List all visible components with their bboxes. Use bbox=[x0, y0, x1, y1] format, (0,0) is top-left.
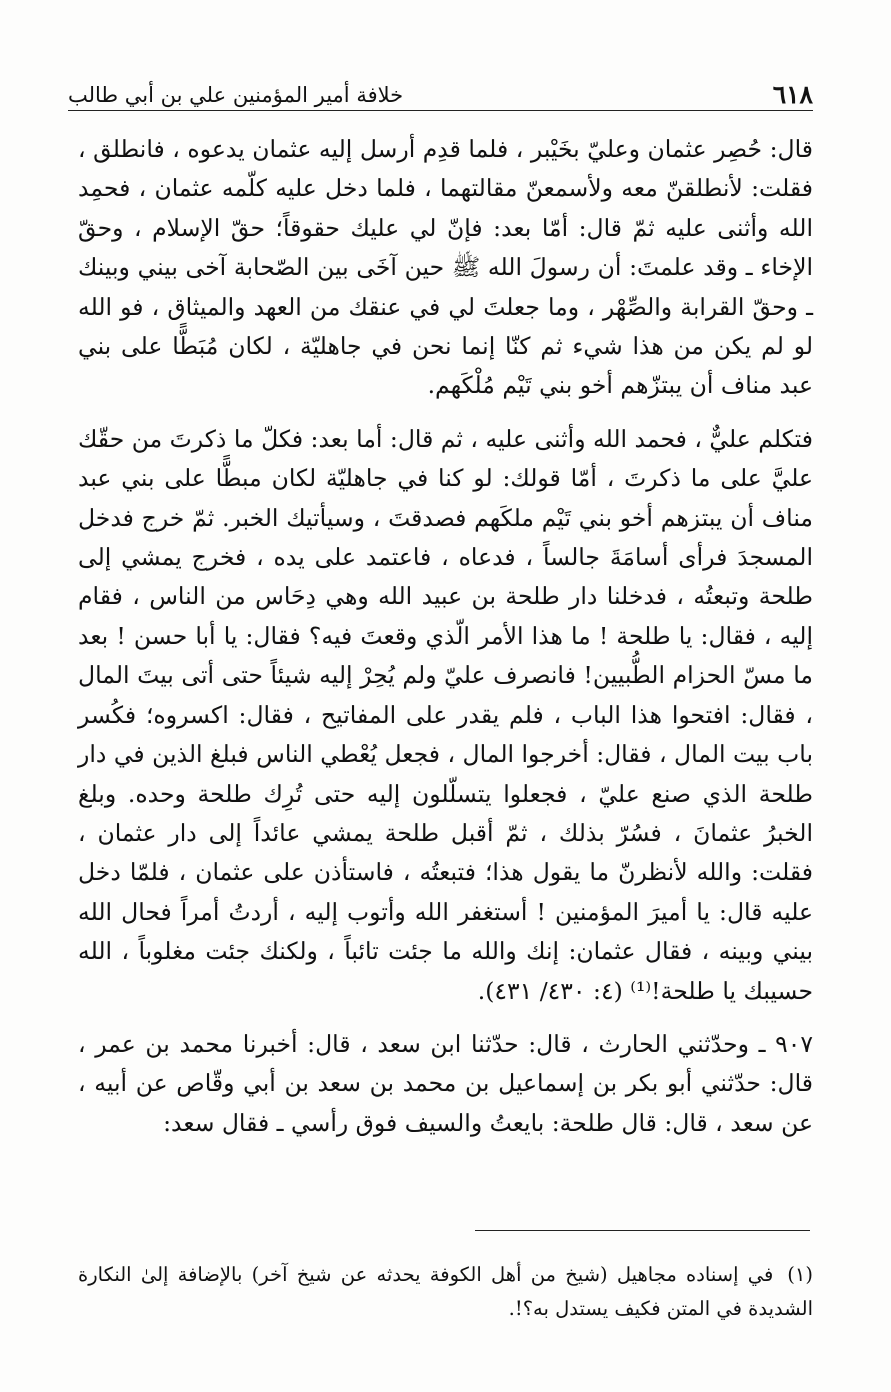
footnote-text: في إسناده مجاهيل (شيخ من أهل الكوفة يحدثه عن شيخ آخر) بالإضافة إلىٰ النكارة الشديدة في المتن فكيف يستدل به؟!. bbox=[78, 1263, 813, 1320]
paragraph: فتكلم عليٌّ ، فحمد الله وأثنى عليه ، ثم قال: أما بعد: فكلّ ما ذكرتَ من حقّك عليَّ على ما ذكرتَ ، أمّا قولك: لو كنا في جاهليّة لكان مبطًّا على بني عبد مناف أن يبتزهم أخو بني تَيْم ملكَهم فصدقتَ ، وسيأتيك الخبر. ثمّ خرج فدخل المسجدَ فرأى أسامَةَ جالساً ، فدعاه ، فاعتمد على يده ، فخرج يمشي إلى طلحة وتبعتُه ، فدخلنا دار طلحة بن عبيد الله وهي دِحَاس من الناس ، فقام إليه ، فقال: يا طلحة ! ما هذا الأمر الّذي وقعتَ فيه؟ فقال: يا أبا حسن ! بعد ما مسّ الحزام الطُّبيين! فانصرف عليّ ولم يُحِرْ إليه شيئاً حتى أتى بيتَ المال ، فقال: افتحوا هذا الباب ، فلم يقدر على المفاتيح ، فقال: اكسروه؛ فكُسر باب بيت المال ، فقال: أخرجوا المال ، فجعل يُعْطي الناس فبلغ الذين في دار طلحة الذي صنع عليّ ، فجعلوا يتسلّلون إليه حتى تُرِك طلحة وحده. وبلغ الخبرُ عثمانَ ، فسُرّ بذلك ، ثمّ أقبل طلحة يمشي عائداً إلى دار عثمان ، فقلت: والله لأنظرنّ ما يقول هذا؛ فتبعتُه ، فاستأذن على عثمان ، فلمّا دخل عليه قال: يا أميرَ المؤمنين ! أستغفر الله وأتوب إليه ، أردتُ أمراً فحال الله بيني وبينه ، فقال عثمان: إنك والله ما جئت تائباً ، ولكنك جئت مغلوباً ، الله حسيبك يا طلحة!⁽¹⁾ (٤: ٤٣٠/ ٤٣١). bbox=[78, 424, 813, 1005]
footnote bbox=[78, 1258, 813, 1326]
running-title: خلافة أمير المؤمنين علي بن أبي طالب bbox=[68, 83, 404, 107]
paragraph: ٩٠٧ ـ وحدّثني الحارث ، قال: حدّثنا ابن سعد ، قال: أخبرنا محمد بن عمر ، قال: حدّثني أبو بكر بن إسماعيل بن محمد بن سعد بن أبي وقّاص عن أبيه ، عن سعد ، قال: قال طلحة: بايعتُ والسيف فوق رأسي ـ فقال سعد: bbox=[78, 1029, 813, 1137]
footnotes bbox=[78, 1258, 813, 1326]
footnote-marker: (١) bbox=[787, 1263, 813, 1286]
main-text bbox=[78, 130, 813, 1157]
footnote-separator bbox=[475, 1230, 810, 1231]
page-number: ٦١٨ bbox=[772, 80, 813, 109]
page-header bbox=[68, 80, 813, 111]
paragraph: قال: حُصِر عثمان وعليّ بخَيْبر ، فلما قدِم أرسل إليه عثمان يدعوه ، فانطلق ، فقلت: لأنطلقنّ معه ولأسمعنّ مقالتهما ، فلما دخل عليه كلّمه عثمان ، فحمِد الله وأثنى عليه ثمّ قال: أمّا بعد: فإنّ لي عليك حقوقاً؛ حقّ الإسلام ، وحقّ الإخاء ـ وقد علمتَ: أن رسولَ الله ﷺ حين آخَى بين الصّحابة آخى بيني وبينك ـ وحقّ القرابة والصِّهْر ، وما جعلتَ لي في عنقك من العهد والميثاق ، فو الله لو لم يكن من هذا شيء ثم كنّا إنما نحن في جاهليّة ، لكان مُبَطًّا على بني عبد مناف أن يبتزّهم أخو بني تَيْم مُلْكَهم. bbox=[78, 135, 813, 400]
